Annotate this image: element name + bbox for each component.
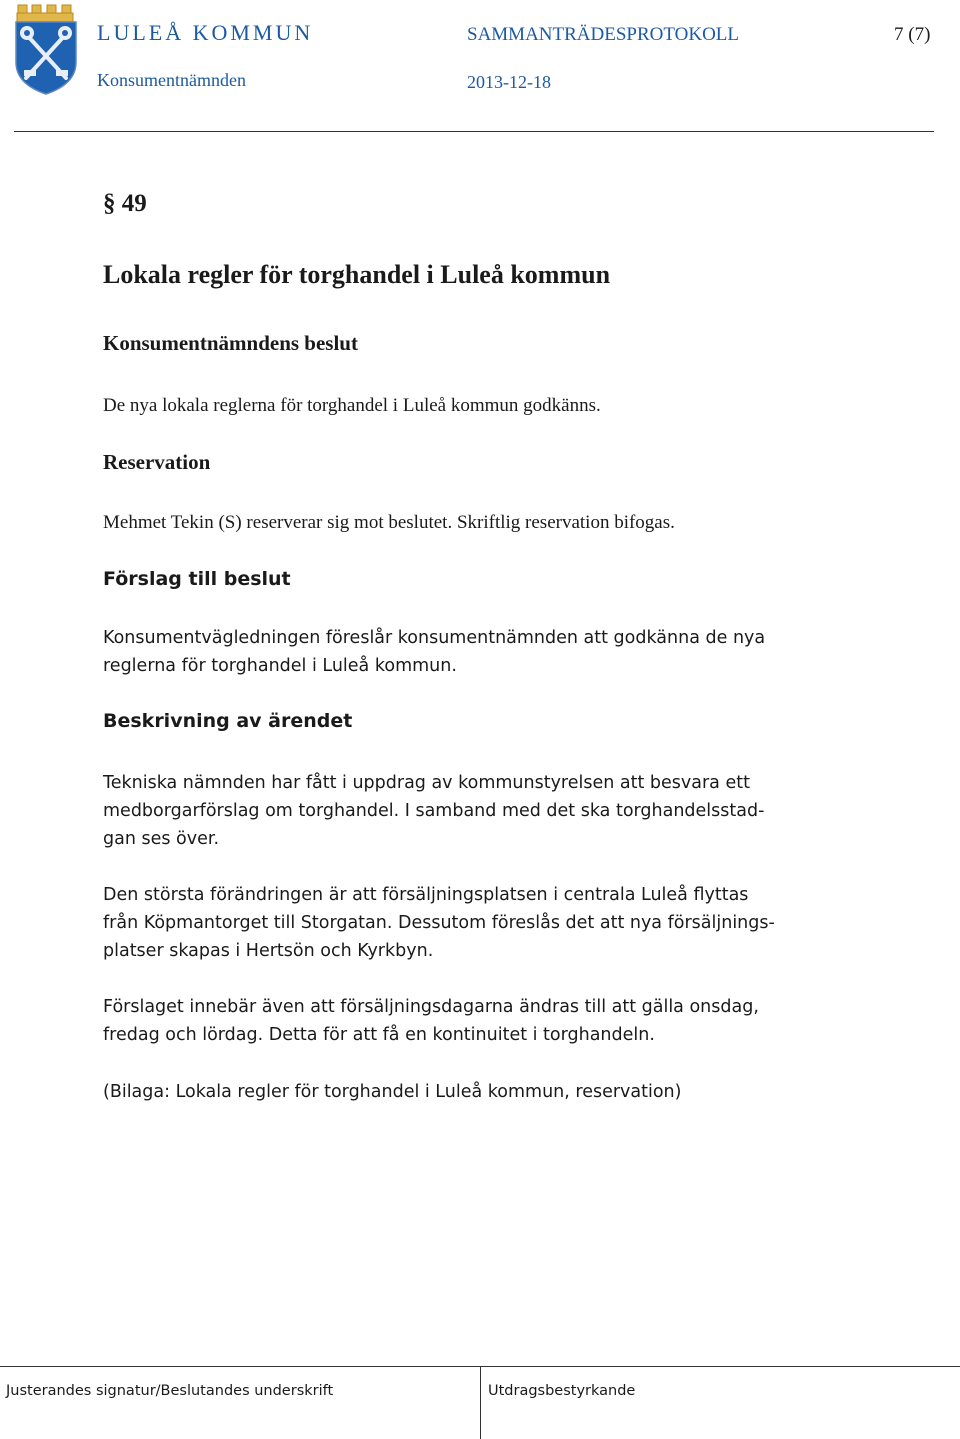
- decision-heading: Konsumentnämndens beslut: [103, 331, 358, 355]
- description-paragraph-3: [103, 993, 759, 1049]
- header-divider: [14, 131, 934, 132]
- description-line: Förslaget innebär även att försäljningsdagarna ändras till att gälla onsdag,: [103, 997, 759, 1017]
- proposal-heading: Förslag till beslut: [103, 568, 291, 590]
- organization-name: LULEÅ KOMMUN: [97, 20, 314, 45]
- description-line: från Köpmantorget till Storgatan. Dessutom föreslås det att nya försäljnings-: [103, 913, 775, 933]
- description-heading: Beskrivning av ärendet: [103, 710, 353, 732]
- extract-certification-label: Utdragsbestyrkande: [488, 1383, 636, 1399]
- proposal-line: reglerna för torghandel i Luleå kommun.: [103, 656, 457, 676]
- page-number: 7 (7): [894, 24, 931, 45]
- description-paragraph-2: [103, 881, 775, 965]
- section-number: § 49: [103, 190, 147, 217]
- description-line: gan ses över.: [103, 829, 220, 849]
- coat-of-arms-keys-icon: [12, 2, 80, 96]
- proposal-line: Konsumentvägledningen föreslår konsumentnämnden att godkänna de nya: [103, 628, 766, 648]
- description-paragraph-1: [103, 769, 764, 853]
- document-date: 2013-12-18: [467, 72, 551, 92]
- attachment-note: (Bilaga: Lokala regler för torghandel i Luleå kommun, reservation): [103, 1082, 682, 1102]
- page-title: Lokala regler för torghandel i Luleå kommun: [103, 260, 611, 289]
- description-line: Den största förändringen är att försäljningsplatsen i centrala Luleå flyttas: [103, 885, 749, 905]
- proposal-paragraph: [103, 624, 765, 680]
- signature-label: Justerandes signatur/Beslutandes underskrift: [6, 1383, 334, 1399]
- description-line: Tekniska nämnden har fått i uppdrag av kommunstyrelsen att besvara ett: [103, 773, 750, 793]
- decision-text: De nya lokala reglerna för torghandel i Luleå kommun godkänns.: [103, 395, 601, 416]
- reservation-heading: Reservation: [103, 450, 211, 474]
- description-line: fredag och lördag. Detta för att få en kontinuitet i torghandeln.: [103, 1025, 655, 1045]
- description-line: platser skapas i Hertsön och Kyrkbyn.: [103, 941, 434, 961]
- footer-signature-cell: [0, 1366, 481, 1439]
- description-line: medborgarförslag om torghandel. I samband med det ska torghandelsstad-: [103, 801, 765, 821]
- committee-name: Konsumentnämnden: [97, 70, 246, 90]
- reservation-text: Mehmet Tekin (S) reserverar sig mot beslutet. Skriftlig reservation bifogas.: [103, 512, 675, 533]
- document-type: SAMMANTRÄDESPROTOKOLL: [467, 24, 740, 45]
